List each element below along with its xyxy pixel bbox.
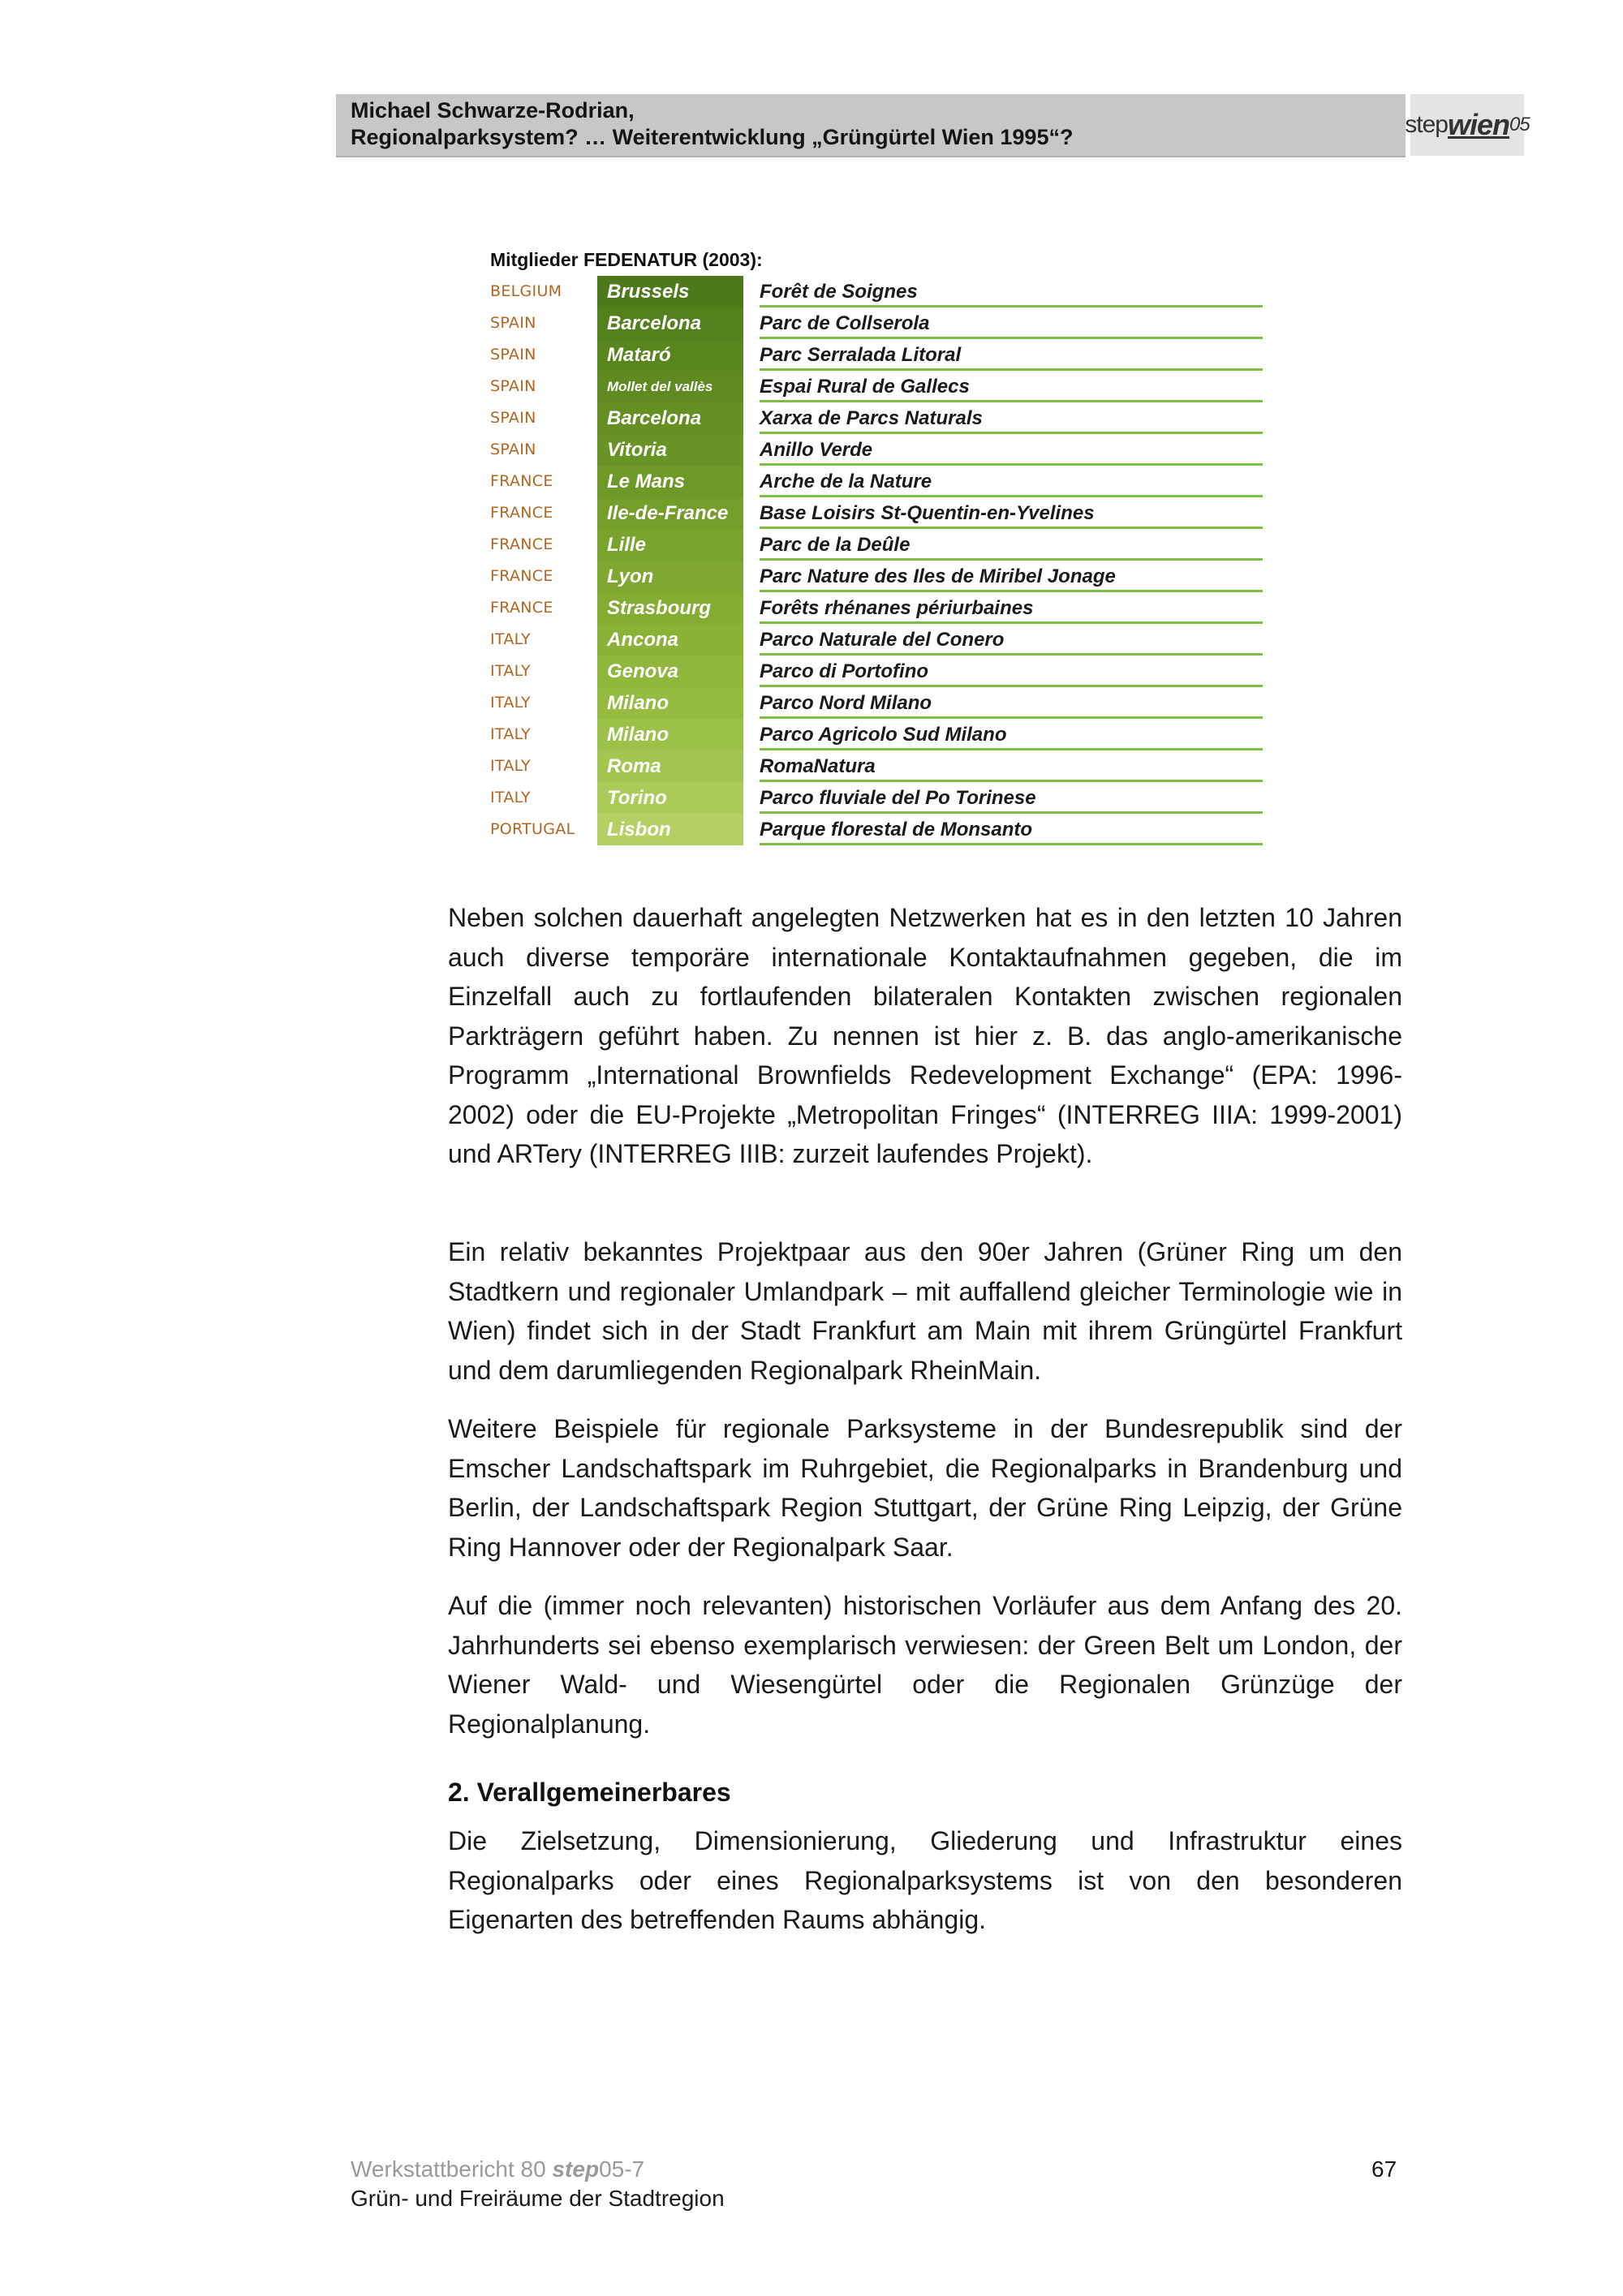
figure-title: Mitglieder FEDENATUR (2003): [490,249,763,270]
footer-subtitle: Grün- und Freiräume der Stadtregion [351,2186,725,2211]
footer-step: step [552,2156,600,2182]
member-row [490,656,1263,687]
member-park: Arche de la Nature [760,471,932,492]
member-row [490,434,1263,466]
member-row [490,402,1263,434]
page-number: 67 [1371,2156,1397,2182]
member-country: ITALY [490,694,531,712]
section-heading: 2. Verallgemeinerbares [448,1778,731,1807]
member-country: FRANCE [490,567,553,585]
body-paragraph-4 [448,1586,1402,1743]
member-country: SPAIN [490,377,536,395]
member-country: ITALY [490,662,531,680]
member-city: Torino [597,782,743,814]
member-row [490,782,1263,814]
footer-series: 05-7 [599,2156,645,2182]
member-country: FRANCE [490,504,553,522]
member-row [490,466,1263,497]
member-city: Brussels [597,276,743,307]
member-park: Parc Serralada Litoral [760,344,962,366]
header-author: Michael Schwarze-Rodrian, [351,98,635,123]
body-paragraph-2 [448,1232,1402,1390]
member-city: Lyon [597,561,743,592]
member-country: FRANCE [490,535,553,553]
member-city: Ile-de-France [597,497,743,529]
body-paragraph-1 [448,898,1402,1174]
member-city: Genova [597,656,743,687]
member-row [490,529,1263,561]
logo-year: 05 [1509,114,1530,135]
member-park: Parco fluviale del Po Torinese [760,787,1036,809]
member-row [490,719,1263,750]
member-park: Base Loisirs St-Quentin-en-Yvelines [760,502,1095,524]
member-city: Lille [597,529,743,561]
paragraph-text: Ein relativ bekanntes Projektpaar aus den 90er Jahren (Grüner Ring um den Stadtkern und regionaler Umlandpark – mit auffallend gleicher Terminologie wie in Wien) findet sich in der Stadt Frankfurt am Main mit ihrem Grüngürtel Frankfurt und dem darumliegenden Regionalpark RheinMain. [448,1237,1402,1385]
member-park: Parco Nord Milano [760,692,932,714]
member-country: SPAIN [490,441,536,458]
row-divider [760,843,1263,845]
member-city: Mollet del vallès [597,371,743,402]
member-country: FRANCE [490,472,553,490]
page-header [336,94,1406,157]
member-city: Le Mans [597,466,743,497]
member-park: Parque florestal de Monsanto [760,819,1033,841]
member-city: Lisbon [597,814,743,845]
paragraph-text: Neben solchen dauerhaft angelegten Netzwerken hat es in den letzten 10 Jahren auch diverse temporäre internationale Kontaktaufnahmen gegeben, die im Einzelfall auch zu fortlaufenden bilateralen Kontakten zwischen regionalen Parkträgern geführt haben. Zu nennen ist hier z. B. das anglo-amerikanische Programm „International Brownfields Redevelopment Exchange“ (EPA: 1996-2002) oder die EU-Projekte „Metropolitan Fringes“ (INTERREG IIIA: 1999-2001) und ARTery (INTERREG IIIB: zurzeit laufendes Projekt). [448,903,1402,1168]
member-country: SPAIN [490,346,536,363]
member-park: Anillo Verde [760,439,873,461]
member-country: ITALY [490,725,531,743]
member-park: Parc de la Deûle [760,534,911,556]
member-park: Parco Naturale del Conero [760,629,1005,651]
member-park: Espai Rural de Gallecs [760,376,970,398]
member-park: Parco Agricolo Sud Milano [760,724,1007,746]
member-city: Ancona [597,624,743,656]
member-row [490,814,1263,845]
header-title: Regionalparksystem? … Weiterentwicklung „Grüngürtel Wien 1995“? [351,125,1074,149]
member-park: Forêt de Soignes [760,281,918,303]
member-row [490,592,1263,624]
logo-wien: wien [1448,108,1510,141]
member-park: Parc Nature des Iles de Miribel Jonage [760,565,1116,587]
member-row [490,687,1263,719]
member-country: ITALY [490,630,531,648]
member-row [490,371,1263,402]
member-city: Strasbourg [597,592,743,624]
member-park: Forêts rhénanes périurbaines [760,597,1034,619]
member-city: Barcelona [597,402,743,434]
member-row [490,750,1263,782]
paragraph-text: Die Zielsetzung, Dimensionierung, Gliederung und Infrastruktur eines Regionalparks oder eines Regionalparksystems ist von den besonderen Eigenarten des betreffenden Raums abhängig. [448,1826,1402,1934]
member-park: Xarxa de Parcs Naturals [760,407,983,429]
member-row [490,497,1263,529]
footer-report [351,2156,644,2182]
member-row [490,276,1263,307]
member-country: SPAIN [490,314,536,332]
member-park: Parc de Collserola [760,312,930,334]
member-row [490,624,1263,656]
member-row [490,561,1263,592]
member-park: Parco di Portofino [760,660,929,682]
member-city: Vitoria [597,434,743,466]
section-paragraph [448,1821,1402,1940]
member-park: RomaNatura [760,755,876,777]
member-city: Milano [597,719,743,750]
member-country: ITALY [490,789,531,806]
paragraph-text: Auf die (immer noch relevanten) historischen Vorläufer aus dem Anfang des 20. Jahrhunderts sei ebenso exemplarisch verwiesen: der Green Belt um London, der Wiener Wald- und Wiesengürtel oder die Regionalen Grünzüge der Regionalplanung. [448,1591,1402,1739]
logo-step: step [1405,111,1448,138]
member-row [490,307,1263,339]
member-country: FRANCE [490,599,553,617]
body-paragraph-3 [448,1409,1402,1567]
member-country: SPAIN [490,409,536,427]
member-city: Barcelona [597,307,743,339]
member-city: Milano [597,687,743,719]
member-city: Roma [597,750,743,782]
footer-report-label: Werkstattbericht 80 [351,2156,553,2182]
step-wien-logo [1405,94,1530,156]
member-row [490,339,1263,371]
paragraph-text: Weitere Beispiele für regionale Parksysteme in der Bundesrepublik sind der Emscher Landschaftspark im Ruhrgebiet, die Regionalparks in Brandenburg und Berlin, der Landschaftspark Region Stuttgart, der Grüne Ring Leipzig, der Grüne Ring Hannover oder der Regionalpark Saar. [448,1414,1402,1562]
member-country: BELGIUM [490,282,562,300]
member-city: Mataró [597,339,743,371]
fedenatur-member-table [490,276,1263,845]
member-country: PORTUGAL [490,820,575,838]
member-country: ITALY [490,757,531,775]
